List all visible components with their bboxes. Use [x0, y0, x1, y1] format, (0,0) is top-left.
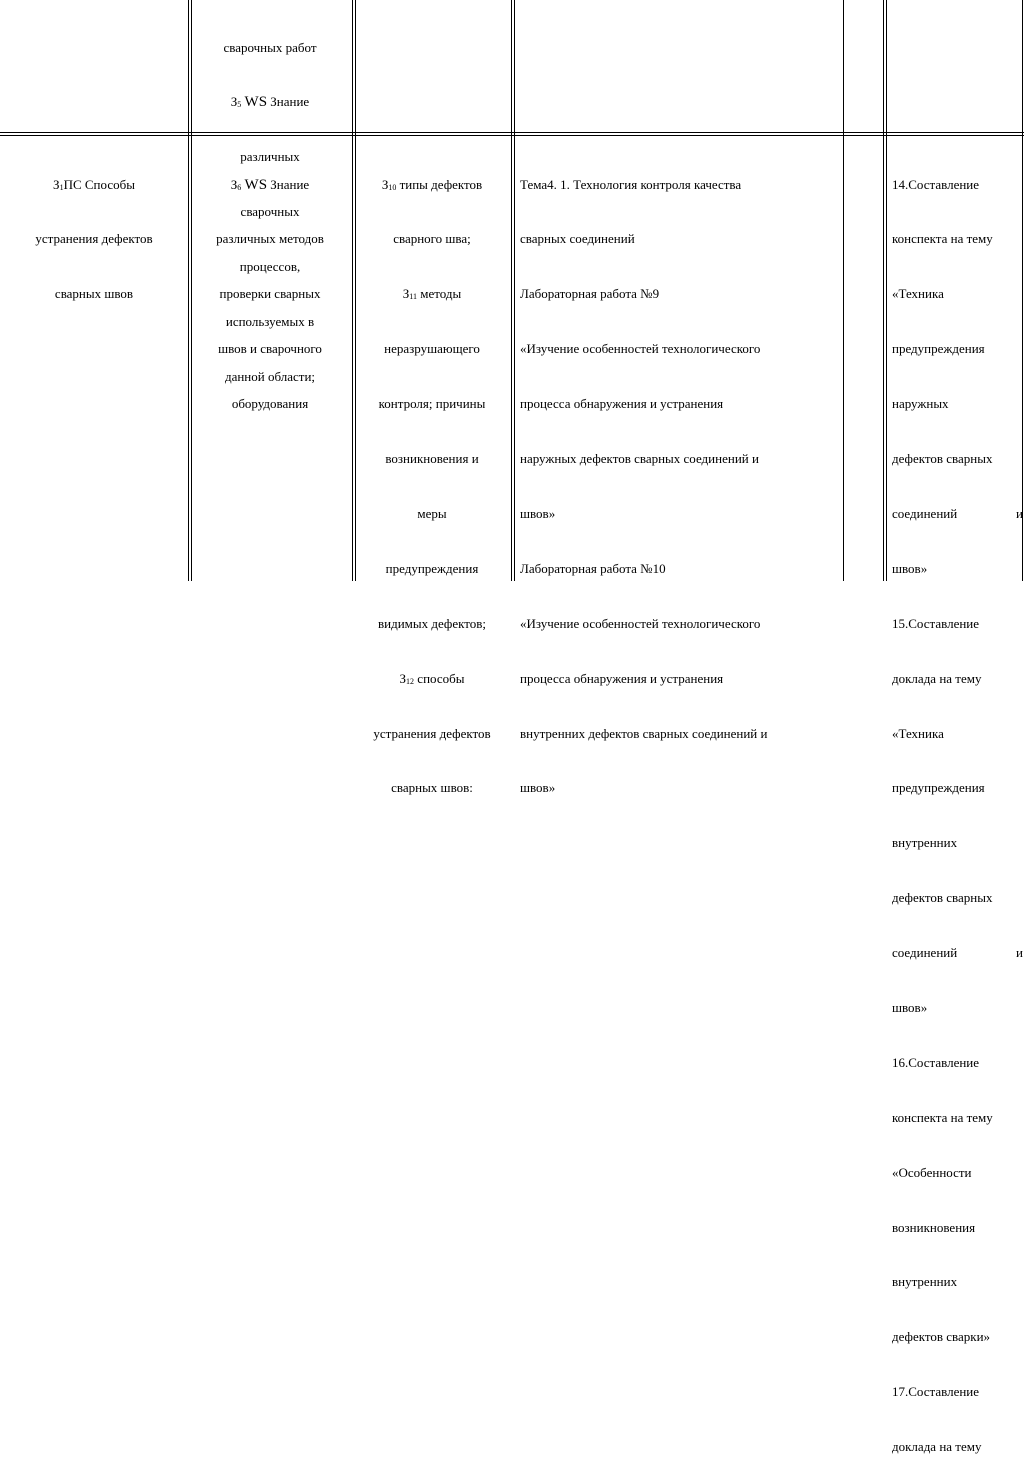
ws-knowledge-cell	[192, 139, 348, 432]
self-study-cell	[892, 139, 1022, 1475]
skill-line: устранения дефектов	[35, 231, 153, 247]
competency-line: данной области;	[224, 368, 316, 384]
task-line: 14.Составление	[892, 176, 980, 192]
task-line: внутренних	[892, 1274, 958, 1290]
task-line: возникновения	[892, 1219, 976, 1235]
task-line: предупреждения	[892, 341, 985, 357]
task-line: «Техника	[892, 286, 944, 302]
task-line: дефектов сварных	[892, 451, 993, 467]
ws-knowledge-line: оборудования	[231, 396, 309, 412]
topic-line: наружных дефектов сварных соединений и	[520, 451, 759, 467]
topic-line: «Изучение особенностей технологического	[520, 615, 761, 631]
task-line: соединений и	[892, 945, 1023, 961]
task-line: конспекта на тему	[892, 231, 993, 247]
table-row-divider	[0, 132, 1024, 136]
skill-cell	[2, 139, 186, 322]
knowledge-line: $З_{12}$ способы	[399, 670, 465, 686]
task-line: доклада на тему	[892, 670, 982, 686]
task-line: предупреждения	[892, 780, 985, 796]
topic-line: «Изучение особенностей технологического	[520, 341, 761, 357]
task-line: доклада на тему	[892, 1439, 982, 1455]
task-line: дефектов сварных	[892, 890, 993, 906]
table-border-col5-col6	[883, 0, 887, 581]
task-line: внутренних	[892, 835, 958, 851]
task-line: конспекта на тему	[892, 1109, 993, 1125]
ws-knowledge-heading: $З_6$ WS Знание	[230, 176, 310, 193]
skill-line: сварных швов	[54, 286, 134, 302]
topic-line: процесса обнаружения и устранения	[520, 396, 724, 412]
task-line: наружных	[892, 396, 949, 412]
table-border-col3-col4	[511, 0, 515, 581]
topic-line: сварных соединений	[520, 231, 635, 247]
task-line: 17.Составление	[892, 1384, 980, 1400]
competency-line: процессов,	[239, 259, 301, 275]
knowledge-line: предупреждения	[385, 560, 479, 576]
knowledge-line: контроля; причины	[378, 396, 486, 412]
knowledge-line: $З_{10}$ типы дефектов	[381, 176, 483, 192]
topic-line: швов»	[520, 505, 556, 521]
ws-knowledge-line: швов и сварочного	[218, 341, 322, 357]
topic-line: внутренних дефектов сварных соединений и	[520, 725, 768, 741]
task-line: соединений и	[892, 505, 1023, 521]
ws-knowledge-line: различных методов	[216, 231, 324, 247]
knowledge-line: $З_{11}$ методы	[402, 286, 462, 302]
knowledge-line: неразрушающего	[384, 341, 480, 357]
task-line: дефектов сварки»	[892, 1329, 991, 1345]
knowledge-line: сварных швов:	[391, 780, 473, 796]
knowledge-line: возникновения и	[385, 451, 479, 467]
task-line: «Особенности	[892, 1164, 972, 1180]
task-line: «Техника	[892, 725, 944, 741]
topic-line: процесса обнаружения и устранения	[520, 670, 724, 686]
task-line: 16.Составление	[892, 1054, 980, 1070]
competency-line: сварочных	[240, 204, 300, 220]
competency-line: различных	[240, 149, 300, 165]
lab-work-title: Лабораторная работа №9	[520, 286, 660, 302]
competency-heading: $З_5$ WS Знание	[230, 94, 310, 111]
topic-line: швов»	[520, 780, 556, 796]
task-line: швов»	[892, 560, 928, 576]
ws-knowledge-line: проверки сварных	[219, 286, 321, 302]
competency-line: сварочных работ	[223, 39, 317, 55]
lab-work-title: Лабораторная работа №10	[520, 560, 666, 576]
topic-cell	[520, 139, 840, 816]
task-line: 15.Составление	[892, 615, 980, 631]
topic-title: Тема4. 1. Технология контроля качества	[520, 176, 742, 192]
knowledge-line: меры	[417, 505, 447, 521]
competency-line: используемых в	[225, 314, 315, 330]
knowledge-cell	[356, 139, 508, 816]
knowledge-line: видимых дефектов;	[377, 615, 487, 631]
task-line: швов»	[892, 999, 928, 1015]
skill-heading: $З_1ПС$ Способы	[53, 176, 135, 192]
knowledge-line: сварного шва;	[393, 231, 471, 247]
table-border-col4-col5	[843, 0, 844, 581]
knowledge-line: устранения дефектов	[373, 725, 491, 741]
table-border-right	[1022, 0, 1023, 581]
